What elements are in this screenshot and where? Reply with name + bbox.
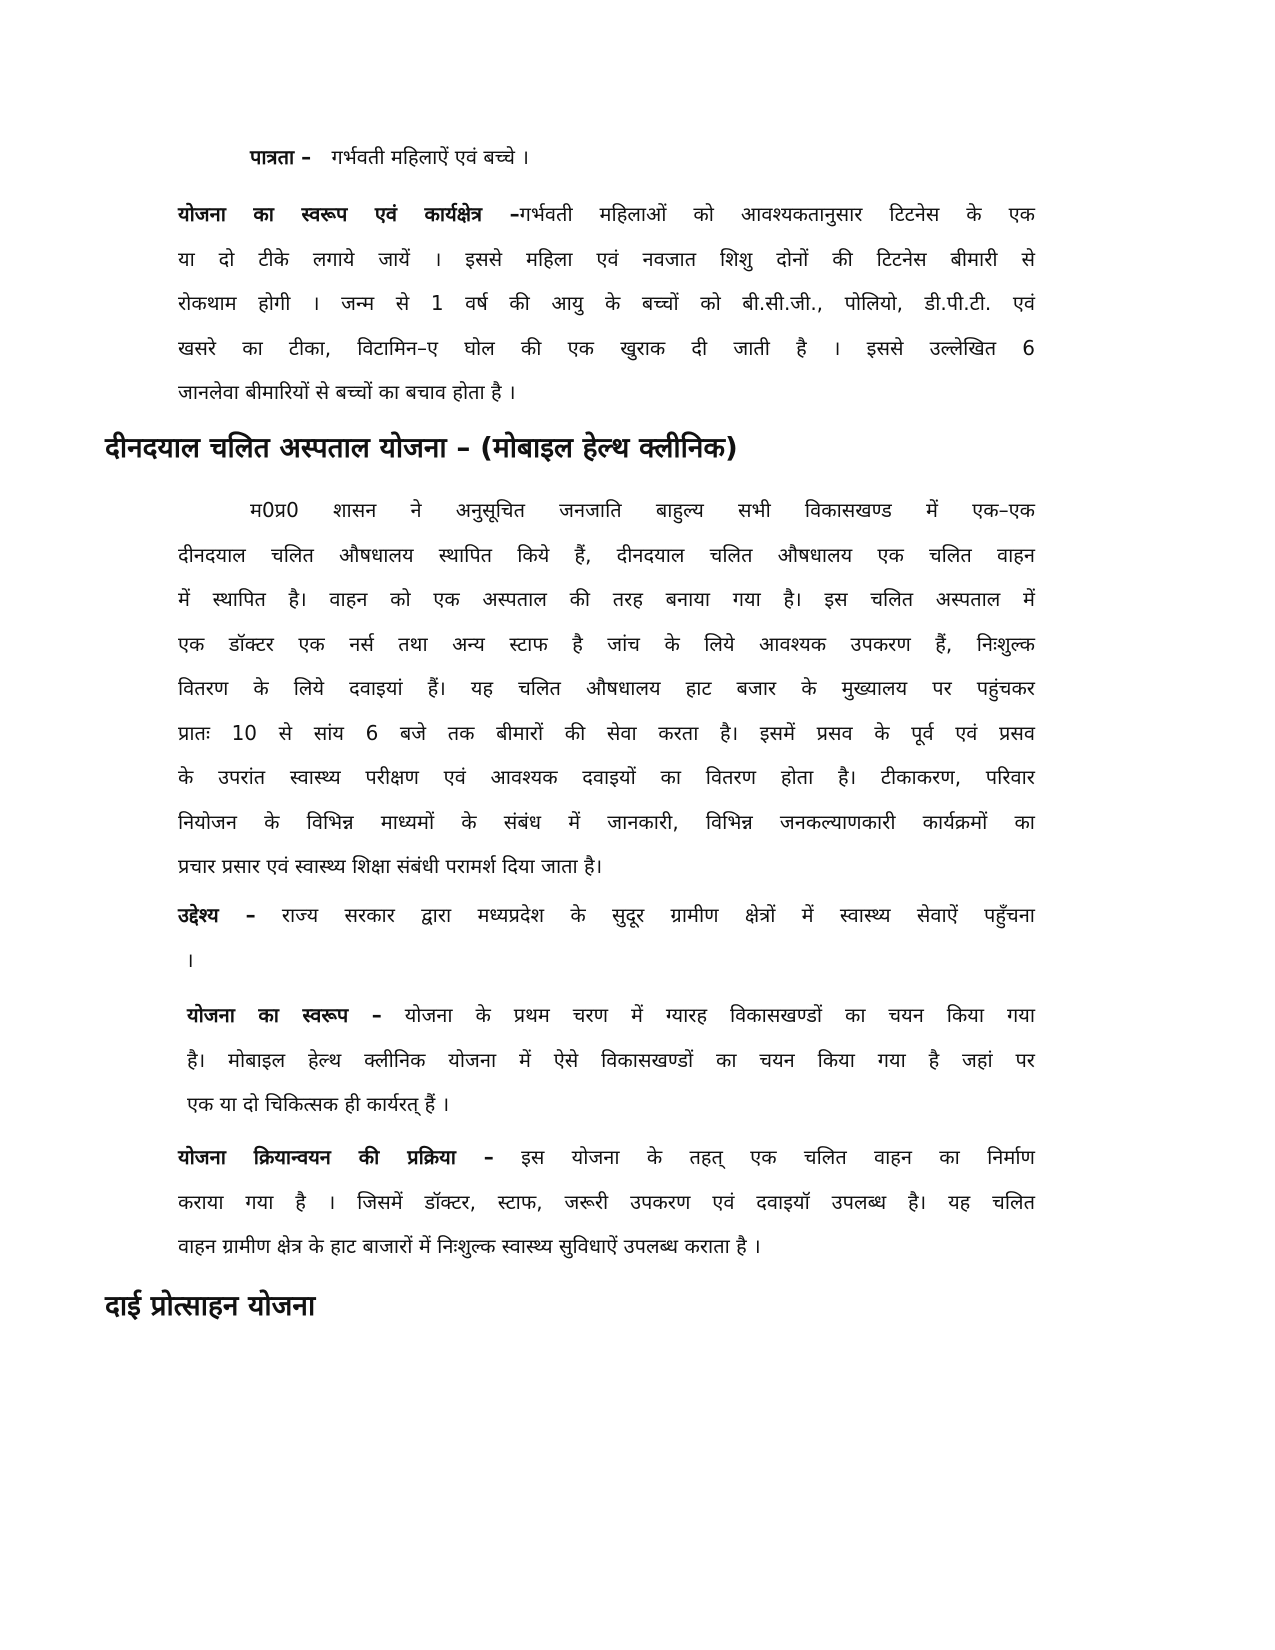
intro-line: में स्थापित है। वाहन को एक अस्पताल की तरह बनाया गया है। इस चलित अस्पताल में bbox=[178, 587, 1035, 611]
intro-line: के उपरांत स्वास्थ्य परीक्षण एवं आवश्यक दवाइयों का वितरण होता है। टीकाकरण, परिवार bbox=[178, 765, 1035, 789]
objective-label: उद्देश्य – bbox=[178, 903, 256, 927]
scope-line bbox=[178, 192, 1035, 237]
scheme-form-paragraph bbox=[187, 993, 1035, 1127]
scope-line: या दो टीके लगाये जायें । इससे महिला एवं नवजात शिशु दोनों की टिटनेस बीमारी से bbox=[178, 246, 1035, 271]
process-line bbox=[178, 1135, 1035, 1180]
process-line: कराया गया है । जिसमें डॉक्टर, स्टाफ, जरूरी उपकरण एवं दवाइयॉ उपलब्ध है। यह चलित bbox=[178, 1189, 1035, 1214]
scope-line: खसरे का टीका, विटामिन–ए घोल की एक खुराक दी जाती है । इससे उल्लेखित 6 bbox=[178, 335, 1035, 360]
objective-line bbox=[178, 893, 1035, 938]
mobile-clinic-intro bbox=[178, 488, 1035, 889]
eligibility-text: गर्भवती महिलाऐं एवं बच्चे । bbox=[331, 145, 529, 169]
intro-line: एक डॉक्टर एक नर्स तथा अन्य स्टाफ है जांच के लिये आवश्यक उपकरण हैं, निःशुल्क bbox=[178, 631, 1035, 656]
intro-line: वितरण के लिये दवाइयां हैं। यह चलित औषधालय हाट बजार के मुख्यालय पर पहुंचकर bbox=[178, 676, 1035, 700]
dai-scheme-heading: दाई प्रोत्साहन योजना bbox=[105, 1289, 316, 1322]
intro-line: प्रातः 10 से सांय 6 बजे तक बीमारों की सेवा करता है। इसमें प्रसव के पूर्व एवं प्रसव bbox=[178, 720, 1035, 745]
objective-text: राज्य सरकार द्वारा मध्यप्रदेश के सुदूर ग्रामीण क्षेत्रों में स्वास्थ्य सेवाऐं पहुँचना bbox=[281, 903, 1035, 927]
intro-line: दीनदयाल चलित औषधालय स्थापित किये हैं, दीनदयाल चलित औषधालय एक चलित वाहन bbox=[178, 542, 1035, 567]
objective-line: । bbox=[186, 947, 194, 972]
form-line: है। मोबाइल हेल्थ क्लीनिक योजना में ऐसे विकासखण्डों का चयन किया गया है जहां पर bbox=[187, 1047, 1035, 1072]
scope-line: रोकथाम होगी । जन्म से 1 वर्ष की आयु के बच्चों को बी.सी.जी., पोलियो, डी.पी.टी. एवं bbox=[178, 291, 1035, 315]
process-label: योजना क्रियान्वयन की प्रक्रिया – bbox=[178, 1145, 494, 1169]
objective-paragraph bbox=[178, 893, 1035, 982]
process-paragraph bbox=[178, 1135, 1035, 1269]
eligibility-paragraph bbox=[250, 135, 529, 180]
form-label: योजना का स्वरूप – bbox=[187, 1003, 382, 1027]
scope-label: योजना का स्वरूप एवं कार्यक्षेत्र – bbox=[178, 202, 520, 226]
process-line: वाहन ग्रामीण क्षेत्र के हाट बाजारों में निःशुल्क स्वास्थ्य सुविधाऐं उपलब्ध कराता है । bbox=[178, 1234, 761, 1258]
scope-paragraph bbox=[178, 192, 1035, 415]
mobile-clinic-heading: दीनदयाल चलित अस्पताल योजना – (मोबाइल हेल्थ क्लीनिक) bbox=[105, 431, 738, 464]
intro-line: नियोजन के विभिन्न माध्यमों के संबंध में जानकारी, विभिन्न जनकल्याणकारी कार्यक्रमों का bbox=[178, 809, 1035, 834]
form-line: एक या दो चिकित्सक ही कार्यरत् हैं । bbox=[187, 1092, 450, 1116]
eligibility-label: पात्रता – bbox=[250, 145, 312, 169]
form-line bbox=[187, 993, 1035, 1038]
process-text: इस योजना के तहत् एक चलित वाहन का निर्माण bbox=[521, 1145, 1035, 1169]
form-text: योजना के प्रथम चरण में ग्यारह विकासखण्डों का चयन किया गया bbox=[404, 1003, 1035, 1027]
scope-line: जानलेवा बीमारियों से बच्चों का बचाव होता है । bbox=[178, 380, 516, 404]
scope-text: गर्भवती महिलाओं को आवश्यकतानुसार टिटनेस के एक bbox=[519, 202, 1035, 226]
intro-line: प्रचार प्रसार एवं स्वास्थ्य शिक्षा संबंधी परामर्श दिया जाता है। bbox=[178, 854, 603, 878]
intro-line: म0प्र0 शासन ने अनुसूचित जनजाति बाहुल्य सभी विकासखण्ड में एक–एक bbox=[250, 498, 1035, 522]
